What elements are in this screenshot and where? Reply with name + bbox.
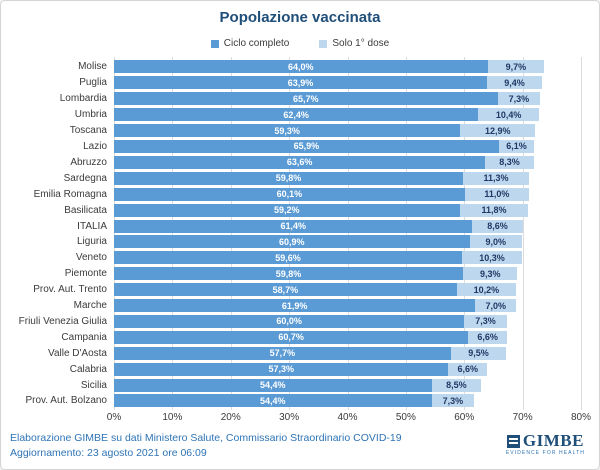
footer-line-update: Aggiornamento: 23 agosto 2021 ore 06:09 <box>10 447 207 459</box>
bar-value-label: 63,6% <box>286 157 313 168</box>
row-label: Friuli Venezia Giulia <box>18 315 107 327</box>
row-label: Abruzzo <box>70 156 107 168</box>
bar-segment-solo-prima-dose <box>464 315 507 328</box>
legend-label: Ciclo completo <box>223 38 290 49</box>
gimbe-logo-tagline: EVIDENCE FOR HEALTH <box>505 450 585 456</box>
bar-segment-solo-prima-dose <box>463 267 517 280</box>
bar-value-label: 63,9% <box>287 77 314 88</box>
bar-value-label: 9,0% <box>485 236 507 247</box>
bar-segment-solo-prima-dose <box>448 363 487 376</box>
bar-value-label: 54,4% <box>260 395 286 406</box>
stacked-bar <box>114 108 539 121</box>
bar-value-label: 6,6% <box>457 364 478 375</box>
bar-value-label: 7,0% <box>485 300 507 311</box>
stacked-bar <box>114 283 516 296</box>
stacked-bar <box>114 140 534 153</box>
bar-segment-ciclo-completo <box>114 188 465 201</box>
chart-row <box>1 266 600 282</box>
x-tick-label: 40% <box>337 412 358 423</box>
legend-item-solo-prima-dose <box>319 38 389 49</box>
x-tick-label: 60% <box>454 412 475 423</box>
chart-row <box>1 91 600 107</box>
bar-segment-solo-prima-dose <box>499 140 535 153</box>
bar-segment-solo-prima-dose <box>432 379 482 392</box>
bar-value-label: 57,3% <box>268 364 294 375</box>
stacked-bar <box>114 379 481 392</box>
bar-value-label: 59,2% <box>274 205 300 216</box>
bar-segment-solo-prima-dose <box>457 283 517 296</box>
bar-value-label: 65,7% <box>292 93 319 104</box>
chart-row <box>1 250 600 266</box>
bar-value-label: 59,8% <box>275 268 302 279</box>
bar-value-label: 7,3% <box>442 395 464 406</box>
bar-segment-ciclo-completo <box>114 267 463 280</box>
stacked-bar <box>114 299 516 312</box>
stacked-bar <box>114 267 517 280</box>
x-tick-label: 80% <box>570 412 592 423</box>
bar-segment-ciclo-completo <box>114 315 464 328</box>
row-label: Veneto <box>75 252 107 264</box>
bar-segment-solo-prima-dose <box>463 172 529 185</box>
chart-row <box>1 123 600 139</box>
bar-segment-solo-prima-dose <box>460 124 535 137</box>
chart-row <box>1 218 600 234</box>
x-tick-label: 50% <box>395 412 416 423</box>
bar-value-label: 10,2% <box>473 284 500 295</box>
row-label: Emilia Romagna <box>33 188 107 200</box>
stacked-bar <box>114 156 534 169</box>
bar-value-label: 60,7% <box>278 332 304 343</box>
stacked-bar <box>114 76 542 89</box>
bar-segment-ciclo-completo <box>114 251 462 264</box>
gimbe-logo-wordmark: GIMBE <box>522 431 584 450</box>
bar-value-label: 8,3% <box>499 157 520 168</box>
bar-value-label: 54,4% <box>260 380 286 391</box>
bar-segment-ciclo-completo <box>114 235 470 248</box>
bar-value-label: 61,9% <box>281 300 308 311</box>
chart-row <box>1 59 600 75</box>
bar-segment-ciclo-completo <box>114 363 448 376</box>
bar-value-label: 9,7% <box>505 61 527 72</box>
stacked-bar <box>114 331 507 344</box>
bar-segment-ciclo-completo <box>114 283 457 296</box>
bar-value-label: 10,3% <box>479 252 505 263</box>
x-tick-label: 30% <box>279 412 300 423</box>
bar-segment-solo-prima-dose <box>472 220 522 233</box>
stacked-bar <box>114 394 474 407</box>
stacked-bar <box>114 363 487 376</box>
bar-segment-ciclo-completo <box>114 140 499 153</box>
row-label: Lazio <box>83 140 107 152</box>
row-label: Umbria <box>74 109 107 121</box>
bar-value-label: 62,4% <box>283 109 309 120</box>
chart-row <box>1 298 600 314</box>
bar-segment-ciclo-completo <box>114 156 485 169</box>
bar-value-label: 65,9% <box>293 141 320 152</box>
row-label: Molise <box>78 61 107 73</box>
legend-label: Solo 1° dose <box>332 38 390 49</box>
stacked-bar <box>114 188 529 201</box>
legend-swatch-light-blue <box>319 40 327 48</box>
bar-segment-solo-prima-dose <box>485 156 533 169</box>
bar-value-label: 59,8% <box>275 173 302 184</box>
bar-value-label: 60,0% <box>276 316 302 327</box>
bar-value-label: 64,0% <box>288 61 314 72</box>
chart-row <box>1 75 600 91</box>
chart-row <box>1 345 600 361</box>
bar-segment-solo-prima-dose <box>462 251 522 264</box>
chart-row <box>1 329 600 345</box>
chart-legend <box>1 38 599 49</box>
bar-value-label: 11,0% <box>484 189 510 200</box>
bar-value-label: 60,9% <box>278 236 305 247</box>
stacked-bar <box>114 315 507 328</box>
row-label: Valle D'Aosta <box>48 347 107 359</box>
row-label: Basilicata <box>64 204 107 216</box>
bar-value-label: 8,6% <box>487 221 508 232</box>
bar-segment-solo-prima-dose <box>432 394 475 407</box>
chart-row <box>1 361 600 377</box>
bar-value-label: 11,3% <box>483 173 509 184</box>
footer-line-source: Elaborazione GIMBE su dati Ministero Salute, Commissario Straordinario COVID-19 <box>10 432 402 444</box>
stacked-bar <box>114 172 529 185</box>
bar-value-label: 60,1% <box>276 189 303 200</box>
bar-segment-ciclo-completo <box>114 92 498 105</box>
legend-item-ciclo-completo <box>211 38 290 49</box>
bar-segment-solo-prima-dose <box>475 299 516 312</box>
bar-segment-ciclo-completo <box>114 76 487 89</box>
x-tick-label: 0% <box>106 412 122 423</box>
bar-value-label: 9,5% <box>468 348 489 359</box>
stacked-bar <box>114 251 522 264</box>
x-tick-label: 20% <box>220 412 241 423</box>
bar-value-label: 8,5% <box>446 380 467 391</box>
bar-segment-ciclo-completo <box>114 394 432 407</box>
row-label: Prov. Aut. Trento <box>33 284 107 296</box>
bar-value-label: 10,4% <box>495 109 522 120</box>
bar-value-label: 58,7% <box>272 284 299 295</box>
chart-row <box>1 282 600 298</box>
row-label: Sicilia <box>80 379 107 391</box>
row-label: Calabria <box>69 363 107 375</box>
chart-title: Popolazione vaccinata <box>219 9 381 26</box>
bar-segment-solo-prima-dose <box>465 188 529 201</box>
bar-value-label: 12,9% <box>485 125 511 136</box>
row-label: ITALIA <box>77 220 107 232</box>
bar-segment-solo-prima-dose <box>460 204 529 217</box>
bar-value-label: 7,3% <box>475 316 496 327</box>
chart-row <box>1 139 600 155</box>
chart-row <box>1 377 600 393</box>
chart-row <box>1 170 600 186</box>
x-axis <box>1 412 600 426</box>
row-label: Lombardia <box>59 93 107 105</box>
stacked-bar <box>114 124 535 137</box>
gimbe-logo-icon <box>507 435 520 448</box>
legend-swatch-dark-blue <box>211 40 219 48</box>
row-label: Marche <box>73 300 107 312</box>
bar-value-label: 6,6% <box>477 332 498 343</box>
bar-segment-solo-prima-dose <box>478 108 539 121</box>
bar-segment-ciclo-completo <box>114 204 460 217</box>
bar-segment-solo-prima-dose <box>451 347 506 360</box>
gimbe-logo <box>505 431 585 456</box>
chart-row <box>1 234 600 250</box>
chart-row <box>1 202 600 218</box>
stacked-bar <box>114 204 528 217</box>
chart-row <box>1 154 600 170</box>
bar-segment-solo-prima-dose <box>498 92 541 105</box>
bar-segment-solo-prima-dose <box>487 76 542 89</box>
stacked-bar <box>114 347 506 360</box>
chart-row <box>1 314 600 330</box>
bar-segment-ciclo-completo <box>114 60 488 73</box>
chart-row <box>1 186 600 202</box>
bar-value-label: 6,1% <box>506 141 527 152</box>
bar-segment-ciclo-completo <box>114 331 468 344</box>
row-label: Toscana <box>69 125 107 137</box>
stacked-bar <box>114 220 523 233</box>
bar-segment-ciclo-completo <box>114 108 478 121</box>
bar-value-label: 57,7% <box>269 348 296 359</box>
bar-value-label: 11,8% <box>481 205 507 216</box>
bar-value-label: 59,3% <box>274 125 300 136</box>
stacked-bar <box>114 60 544 73</box>
bar-value-label: 61,4% <box>280 221 306 232</box>
chart-row <box>1 107 600 123</box>
bar-value-label: 9,4% <box>504 77 525 88</box>
bar-segment-ciclo-completo <box>114 220 472 233</box>
stacked-bar <box>114 235 522 248</box>
chart-row <box>1 393 600 409</box>
bar-segment-ciclo-completo <box>114 379 432 392</box>
bar-value-label: 7,3% <box>508 93 530 104</box>
row-label: Liguria <box>76 236 107 248</box>
bar-value-label: 59,6% <box>275 252 301 263</box>
bar-segment-ciclo-completo <box>114 172 463 185</box>
footer-source-text <box>10 431 480 461</box>
bar-segment-solo-prima-dose <box>488 60 545 73</box>
x-tick-label: 70% <box>512 412 533 423</box>
bar-segment-ciclo-completo <box>114 347 451 360</box>
bar-segment-solo-prima-dose <box>468 331 507 344</box>
bar-segment-ciclo-completo <box>114 124 460 137</box>
bar-rows <box>1 59 600 409</box>
row-label: Prov. Aut. Bolzano <box>25 395 107 407</box>
bar-segment-solo-prima-dose <box>470 235 523 248</box>
x-tick-label: 10% <box>162 412 183 423</box>
row-label: Sardegna <box>63 172 107 184</box>
row-label: Campania <box>61 331 107 343</box>
bar-value-label: 9,3% <box>479 268 501 279</box>
row-label: Piemonte <box>64 268 107 280</box>
bar-segment-ciclo-completo <box>114 299 475 312</box>
row-label: Puglia <box>79 77 107 89</box>
stacked-bar <box>114 92 540 105</box>
